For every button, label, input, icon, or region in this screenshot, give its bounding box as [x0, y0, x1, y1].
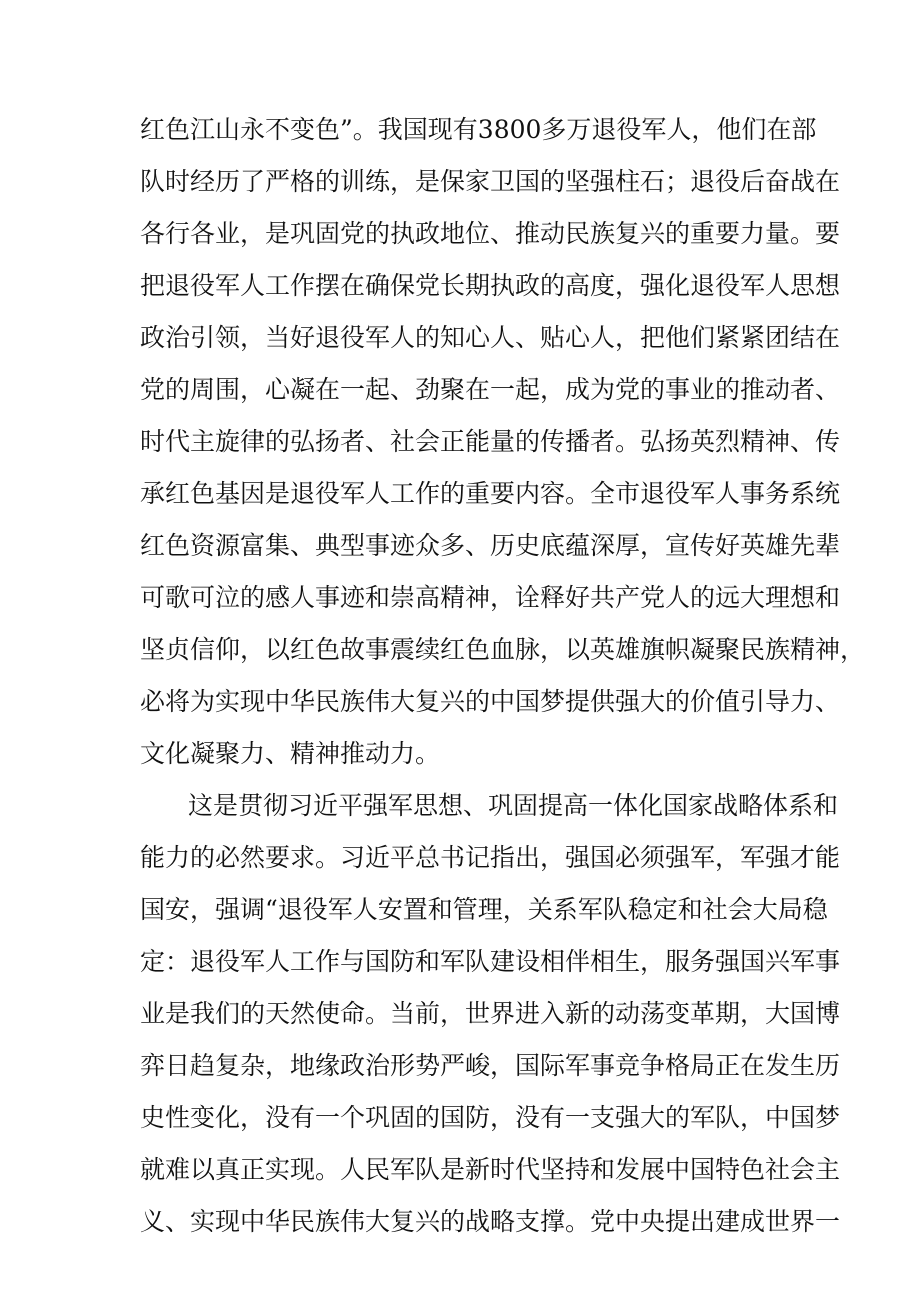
text-line: 时代主旋律的弘扬者、社会正能量的传播者。弘扬英烈精神、传	[140, 427, 841, 456]
text-line: 承红色基因是退役军人工作的重要内容。全市退役军人事务系统	[140, 479, 841, 508]
text-line: 坚贞信仰，以红色故事震续红色血脉，以英雄旗帜凝聚民族精神，	[140, 635, 866, 664]
text-line: 能力的必然要求。习近平总书记指出，强国必须强军，军强才能	[140, 843, 841, 872]
text-line: 政治引领，当好退役军人的知心人、贴心人，把他们紧紧团结在	[140, 323, 841, 352]
text-line: 国安，强调“退役军人安置和管理，关系军队稳定和社会大局稳	[140, 895, 828, 924]
text-line: 史性变化，没有一个巩固的国防，没有一支强大的军队，中国梦	[140, 1103, 841, 1132]
text-line: 红色江山永不变色”。我国现有3800多万退役军人，他们在部	[140, 115, 817, 144]
text-line: 这是贯彻习近平强军思想、巩固提高一体化国家战略体系和	[188, 791, 839, 820]
text-line: 文化凝聚力、精神推动力。	[140, 739, 441, 768]
text-line: 各行各业，是巩固党的执政地位、推动民族复兴的重要力量。要	[140, 219, 841, 248]
text-line: 党的周围，心凝在一起、劲聚在一起，成为党的事业的推动者、	[140, 375, 841, 404]
text-line: 业是我们的天然使命。当前，世界进入新的动荡变革期，大国博	[140, 999, 841, 1028]
text-line: 可歌可泣的感人事迹和崇高精神，诠释好共产党人的远大理想和	[140, 583, 841, 612]
text-line: 把退役军人工作摆在确保党长期执政的高度，强化退役军人思想	[140, 271, 841, 300]
text-line: 就难以真正实现。人民军队是新时代坚持和发展中国特色社会主	[140, 1155, 841, 1184]
text-line: 义、实现中华民族伟大复兴的战略支撑。党中央提出建成世界一	[140, 1207, 841, 1236]
text-line: 弈日趋复杂，地缘政治形势严峻，国际军事竞争格局正在发生历	[140, 1051, 841, 1080]
text-line: 必将为实现中华民族伟大复兴的中国梦提供强大的价值引导力、	[140, 687, 841, 716]
text-line: 红色资源富集、典型事迹众多、历史底蕴深厚，宣传好英雄先辈	[140, 531, 841, 560]
text-line: 队时经历了严格的训练，是保家卫国的坚强柱石；退役后奋战在	[140, 167, 841, 196]
text-line: 定：退役军人工作与国防和军队建设相伴相生，服务强国兴军事	[140, 947, 841, 976]
